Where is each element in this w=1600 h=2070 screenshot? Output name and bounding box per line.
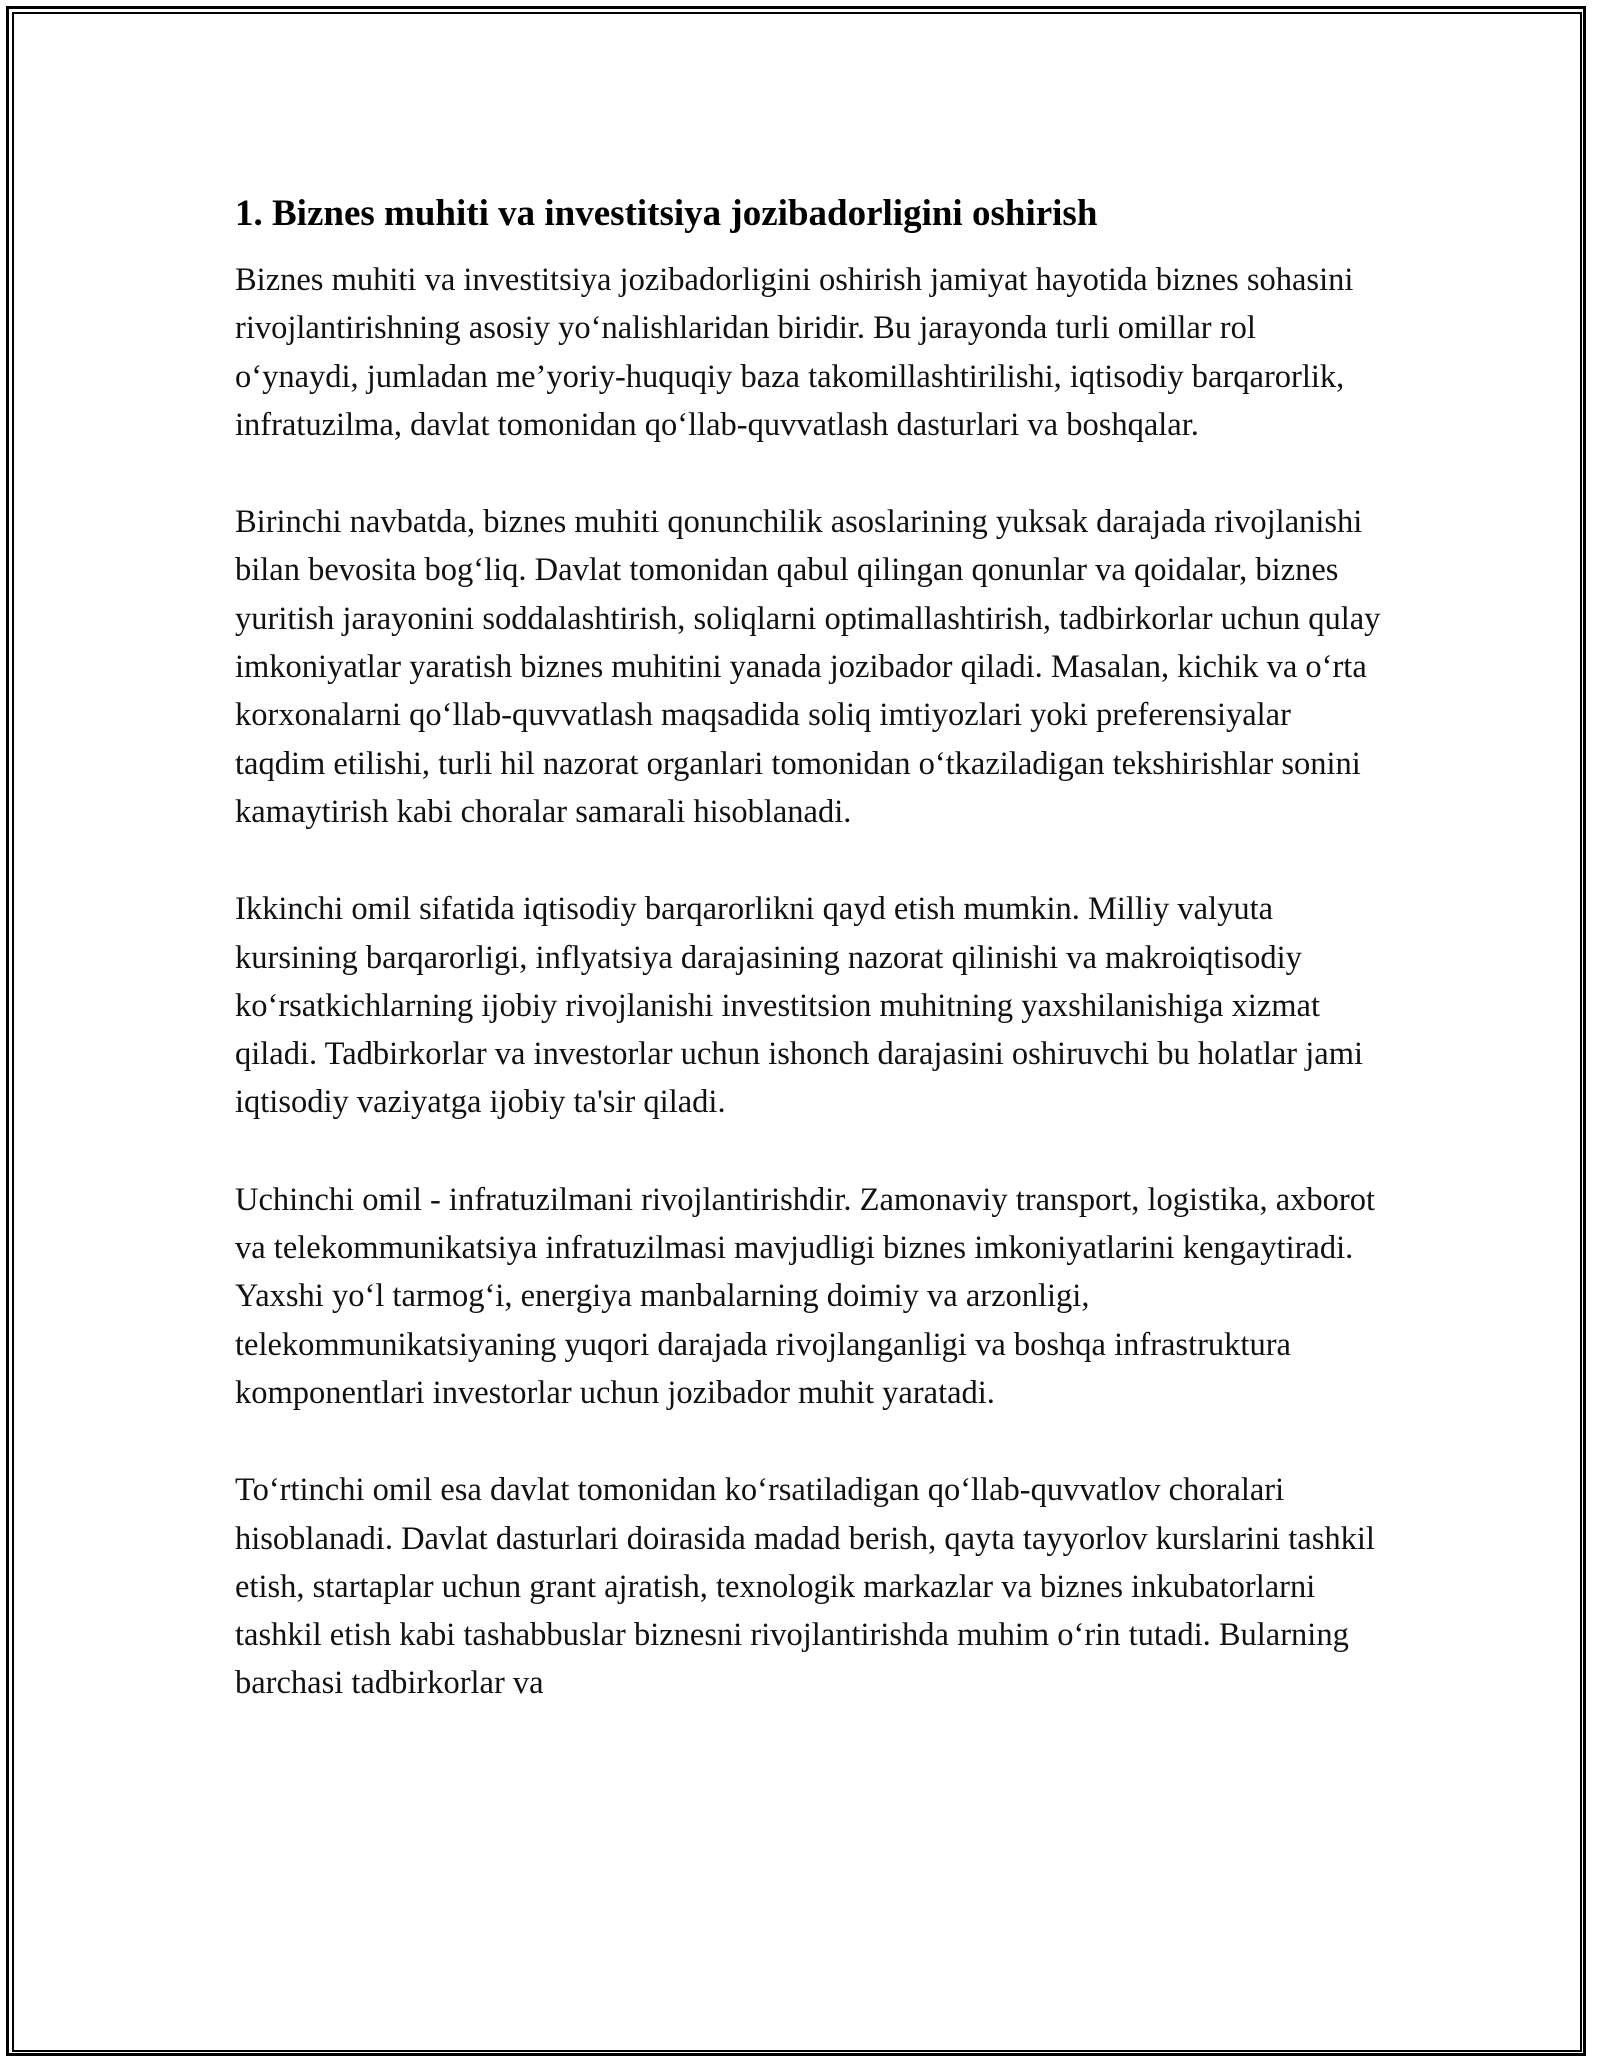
paragraph-first-factor: Birinchi navbatda, biznes muhiti qonunchilik asoslarining yuksak darajada rivojlanishi bilan bevosita bog‘liq. Davlat tomonidan qabul qilingan qonunlar va qoidalar, biznes yuritish jarayonini soddalashtirish, soliqlarni optimallashtirish, tadbirkorlar uchun qulay imkoniyatlar yaratish biznes muhitini yanada jozibador qiladi. Masalan, kichik va o‘rta korxonalarni qo‘llab-quvvatlash maqsadida soliq imtiyozlari yoki preferensiyalar taqdim etilishi, turli hil nazorat organlari tomonidan o‘tkaziladigan tekshirishlar sonini kamaytirish kabi choralar samarali hisoblanadi. [235,504,1381,830]
document-body [235,186,1385,1757]
paragraph-intro: Biznes muhiti va investitsiya jozibadorligini oshirish jamiyat hayotida biznes sohasini rivojlantirishning asosiy yo‘nalishlaridan biridir. Bu jarayonda turli omillar rol o‘ynaydi, jumladan me’yoriy-huquqiy baza takomillashtirilishi, iqtisodiy barqarorlik, infratuzilma, davlat tomonidan qo‘llab-quvvatlash dasturlari va boshqalar. [235,262,1354,443]
section-heading: 1. Biznes muhiti va investitsiya jozibadorligini oshirish [235,193,1098,234]
paragraph-fourth-factor: To‘rtinchi omil esa davlat tomonidan ko‘rsatiladigan qo‘llab-quvvatlov choralari hisoblanadi. Davlat dasturlari doirasida madad berish, qayta tayyorlov kurslarini tashkil etish, startaplar uchun grant ajratish, texnologik markazlar va biznes inkubatorlarni tashkil etish kabi tashabbuslar biznesni rivojlantirishda muhim o‘rin tutadi. Bularning barchasi tadbirkorlar va [235,1472,1375,1702]
paragraph-third-factor: Uchinchi omil - infratuzilmani rivojlantirishdir. Zamonaviy transport, logistika, axborot va telekommunikatsiya infratuzilmasi mavjudligi biznes imkoniyatlarini kengaytiradi. Yaxshi yo‘l tarmog‘i, energiya manbalarning doimiy va arzonligi, telekommunikatsiyaning yuqori darajada rivojlanganligi va boshqa infrastruktura komponentlari investorlar uchun jozibador muhit yaratadi. [235,1181,1375,1411]
paragraph-second-factor: Ikkinchi omil sifatida iqtisodiy barqarorlikni qayd etish mumkin. Milliy valyuta kursining barqarorligi, inflyatsiya darajasining nazorat qilinishi va makroiqtisodiy ko‘rsatkichlarning ijobiy rivojlanishi investitsion muhitning yaxshilanishiga xizmat qiladi. Tadbirkorlar va investorlar uchun ishonch darajasini oshiruvchi bu holatlar jami iqtisodiy vaziyatga ijobiy ta'sir qiladi. [235,891,1364,1121]
